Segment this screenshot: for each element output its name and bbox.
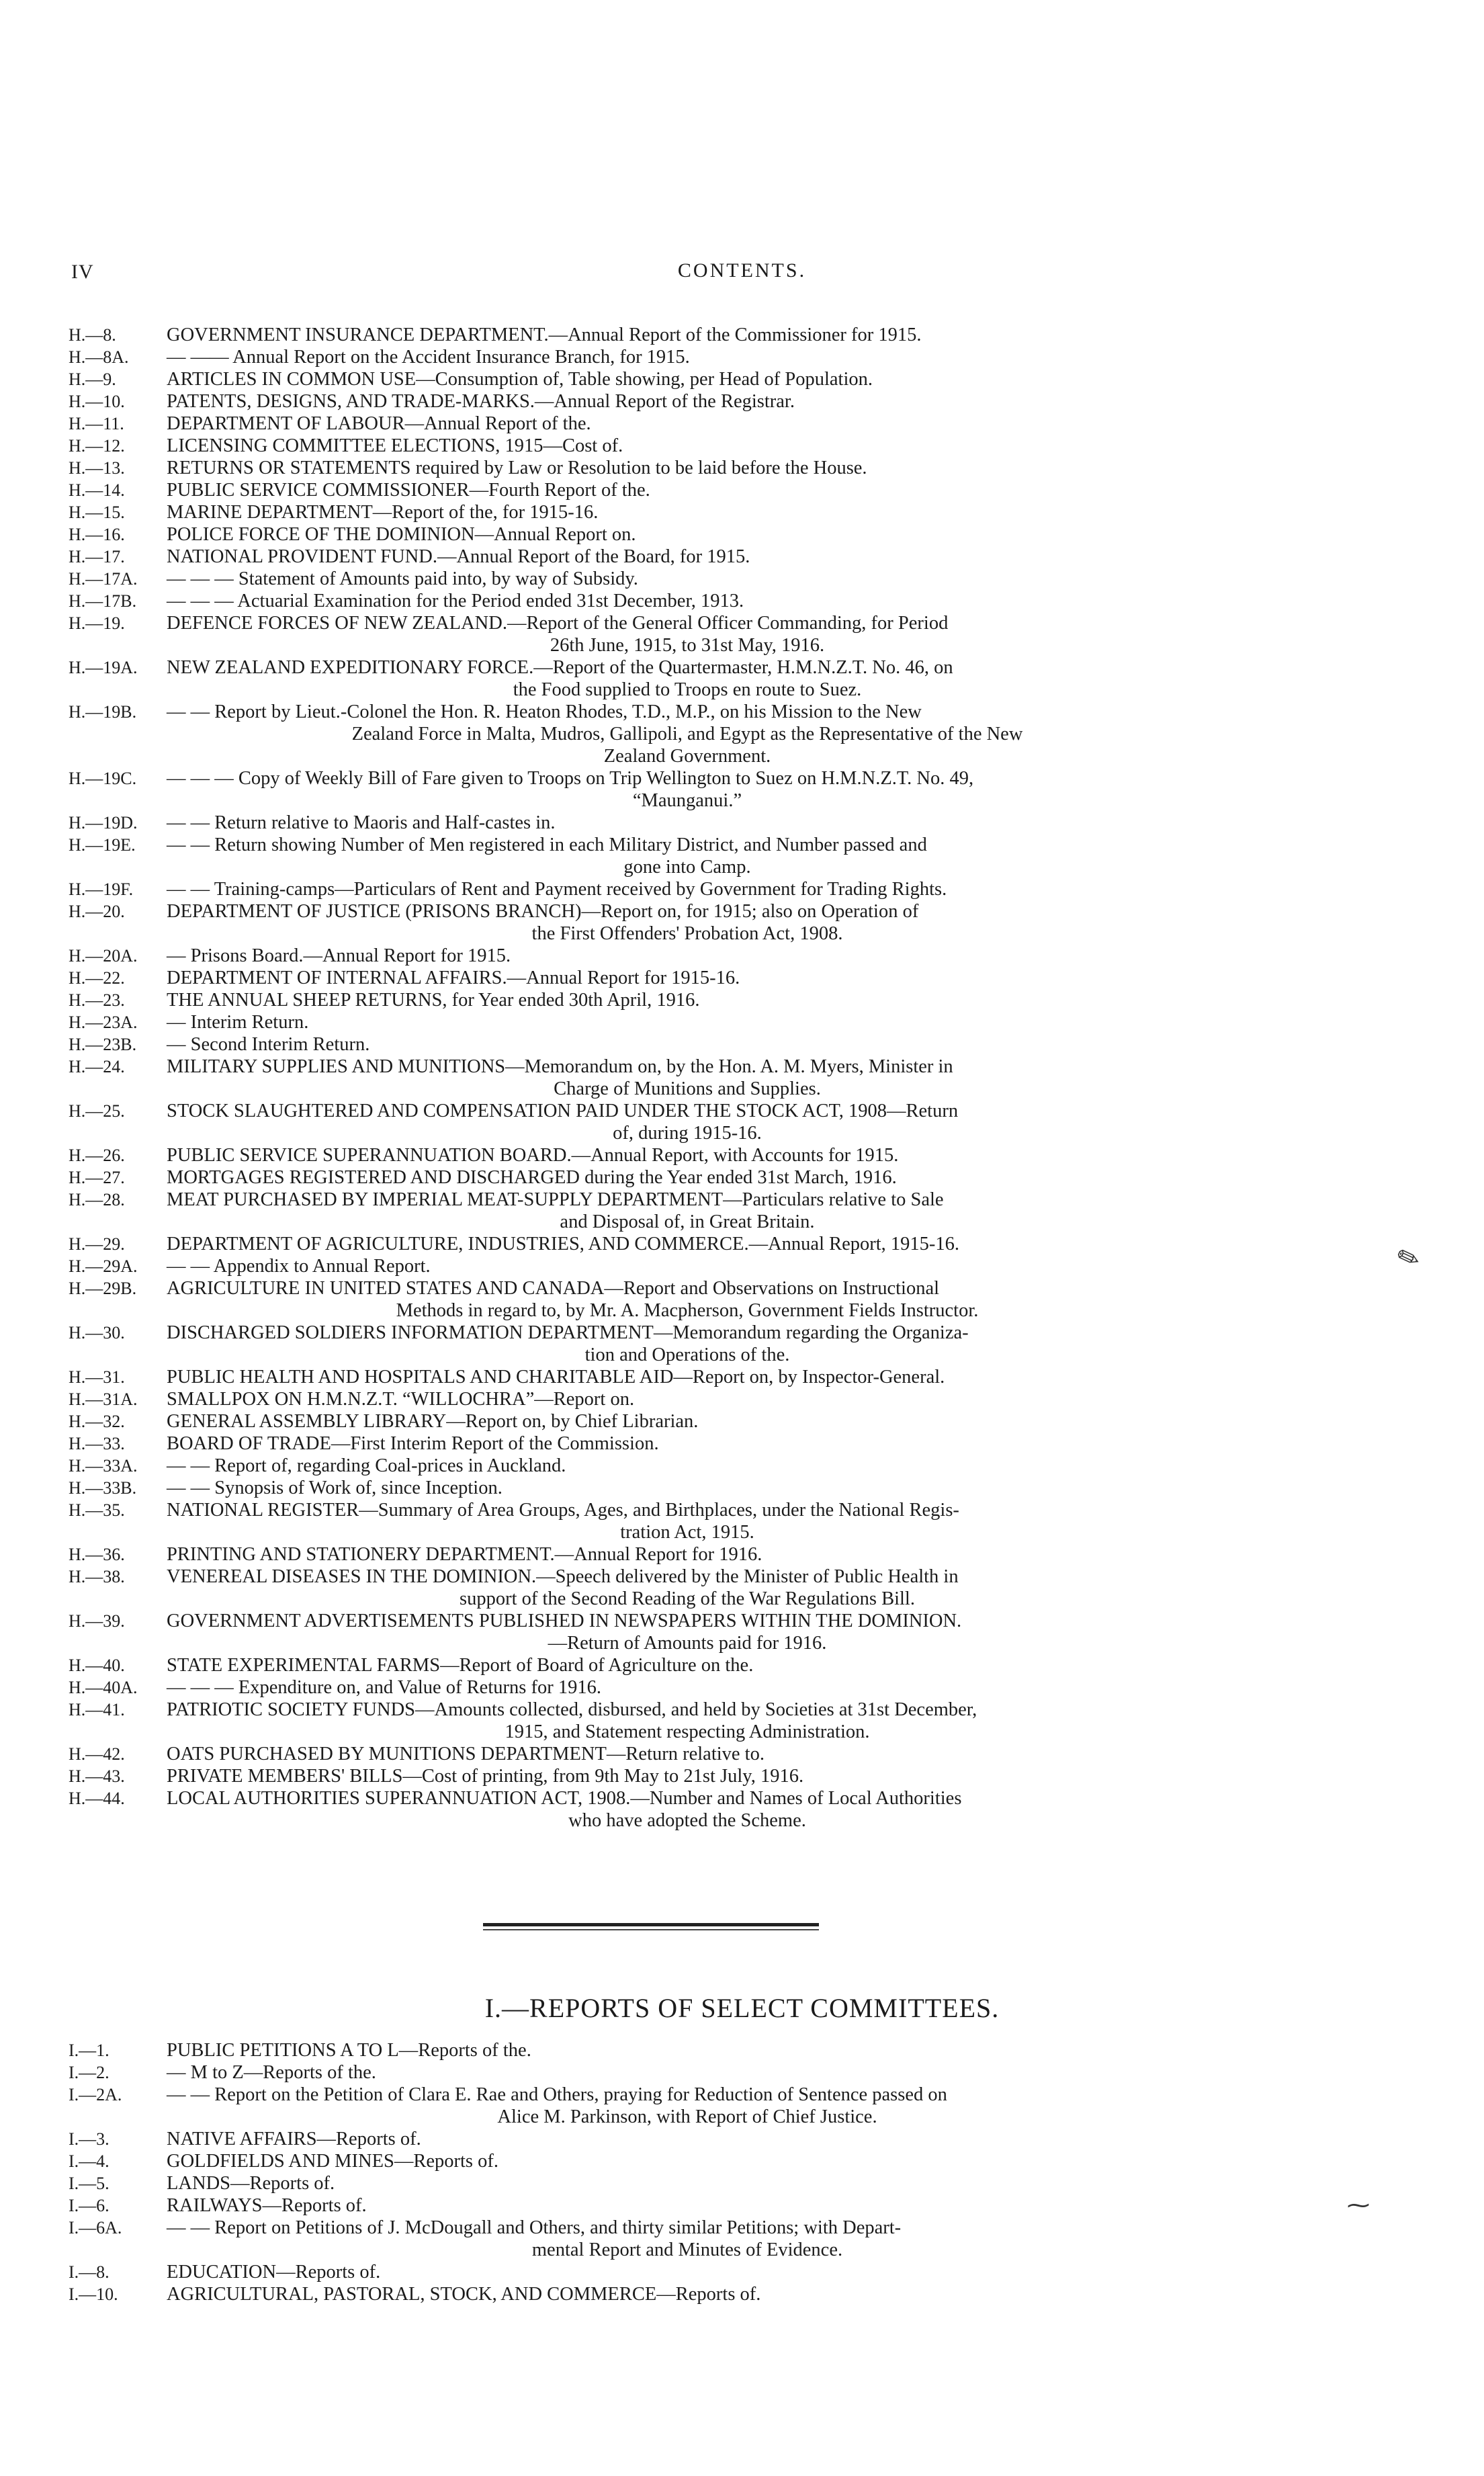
entry-text [167, 324, 1228, 346]
paper-code: H.—30. [69, 1323, 125, 1342]
entry-text [167, 1610, 1228, 1654]
entry-text [167, 1056, 1228, 1100]
entry-text [167, 1787, 1228, 1832]
paper-code: H.—29A. [69, 1256, 138, 1276]
entry-text [167, 2039, 1228, 2061]
section-divider [483, 1923, 819, 1926]
contents-entry [0, 523, 1484, 546]
entry-title: — — Return relative to Maoris and Half-castes in. [167, 812, 556, 833]
contents-entry [0, 1499, 1484, 1543]
paper-code: H.—14. [69, 480, 125, 500]
contents-entry [0, 1566, 1484, 1610]
paper-code: I.—3. [69, 2129, 110, 2149]
entry-text [167, 1654, 1228, 1676]
entry-text [167, 546, 1228, 568]
contents-entry [0, 1654, 1484, 1676]
entry-title: DEPARTMENT OF AGRICULTURE, INDUSTRIES, AND COMMERCE.—Annual Report, 1915-16. [167, 1234, 960, 1254]
entry-title: — — — Expenditure on, and Value of Returns for 1916. [167, 1677, 601, 1698]
paper-code: H.—44. [69, 1789, 125, 1808]
paper-code: H.—19E. [69, 835, 136, 855]
entry-title: PUBLIC SERVICE COMMISSIONER—Fourth Report of the. [167, 480, 650, 501]
entry-title: NATIVE AFFAIRS—Reports of. [167, 2129, 421, 2149]
entry-continuation: Methods in regard to, by Mr. A. Macpherson, Government Fields Instructor. [396, 1300, 979, 1321]
entry-title: — Second Interim Return. [167, 1034, 370, 1055]
entry-text [167, 1699, 1228, 1743]
entry-text [167, 2194, 1228, 2217]
entry-text [167, 1366, 1228, 1388]
contents-entry [0, 457, 1484, 479]
paper-code: H.—42. [69, 1744, 125, 1764]
entry-text [167, 1477, 1228, 1499]
entry-title: PRINTING AND STATIONERY DEPARTMENT.—Annual Report for 1916. [167, 1544, 762, 1565]
contents-entry [0, 812, 1484, 834]
entry-title: PUBLIC HEALTH AND HOSPITALS AND CHARITABLE AID—Report on, by Inspector-General. [167, 1367, 945, 1388]
entry-text [167, 2283, 1228, 2305]
entry-title: DEPARTMENT OF JUSTICE (PRISONS BRANCH)—Report on, for 1915; also on Operation of [167, 901, 919, 922]
paper-code: H.—20. [69, 902, 125, 921]
contents-entry [0, 1477, 1484, 1499]
entry-text [167, 501, 1228, 523]
contents-entry [0, 546, 1484, 568]
paper-code: H.—13. [69, 458, 125, 478]
entry-title: NATIONAL REGISTER—Summary of Area Groups, Ages, and Birthplaces, under the National Regis- [167, 1500, 959, 1521]
entry-title: RAILWAYS—Reports of. [167, 2195, 367, 2216]
entry-title: — — Report on Petitions of J. McDougall and Others, and thirty similar Petitions; with Depart- [167, 2217, 902, 2238]
entry-title: PUBLIC PETITIONS A TO L—Reports of the. [167, 2040, 531, 2061]
contents-entry [0, 1100, 1484, 1144]
entry-title: MEAT PURCHASED BY IMPERIAL MEAT-SUPPLY DEPARTMENT—Particulars relative to Sale [167, 1189, 944, 1210]
contents-entry [0, 568, 1484, 590]
entry-text [167, 812, 1228, 834]
entry-title: — — Report on the Petition of Clara E. Rae and Others, praying for Reduction of Sentence passed on [167, 2084, 947, 2105]
contents-entry [0, 1455, 1484, 1477]
entry-title: STATE EXPERIMENTAL FARMS—Report of Board of Agriculture on the. [167, 1655, 754, 1676]
entry-text [167, 834, 1228, 878]
paper-code: H.—12. [69, 436, 125, 456]
paper-code: H.—39. [69, 1611, 125, 1631]
entry-text [167, 1166, 1228, 1189]
contents-entry [0, 1233, 1484, 1255]
contents-entry [0, 1056, 1484, 1100]
entry-title: AGRICULTURAL, PASTORAL, STOCK, AND COMMERCE—Reports of. [167, 2284, 761, 2305]
entry-title: DEFENCE FORCES OF NEW ZEALAND.—Report of the General Officer Commanding, for Period [167, 613, 949, 634]
entry-continuation: gone into Camp. [623, 857, 751, 878]
entry-title: ARTICLES IN COMMON USE—Consumption of, Table showing, per Head of Population. [167, 369, 873, 390]
entry-text [167, 767, 1228, 812]
contents-entry [0, 1388, 1484, 1410]
contents-entry [0, 1322, 1484, 1366]
entry-title: PRIVATE MEMBERS' BILLS—Cost of printing, from 9th May to 21st July, 1916. [167, 1766, 804, 1787]
contents-entry [0, 1033, 1484, 1056]
paper-code: H.—23B. [69, 1035, 137, 1054]
entry-text [167, 1322, 1228, 1366]
paper-code: H.—19B. [69, 702, 137, 722]
entry-text [167, 878, 1228, 900]
entry-text [167, 656, 1228, 701]
section-heading: I.—REPORTS OF SELECT COMMITTEES. [484, 1993, 1000, 2023]
entry-text [167, 457, 1228, 479]
entry-title: NATIONAL PROVIDENT FUND.—Annual Report of the Board, for 1915. [167, 546, 750, 567]
entry-continuation: tration Act, 1915. [620, 1522, 754, 1543]
paper-code: H.—8A. [69, 347, 129, 367]
paper-code: H.—26. [69, 1146, 125, 1165]
entry-continuation: the Food supplied to Troops en route to Suez. [513, 679, 862, 700]
contents-entry [0, 1366, 1484, 1388]
entry-text [167, 1743, 1228, 1765]
entry-continuation: Alice M. Parkinson, with Report of Chief Justice. [497, 2106, 877, 2127]
paper-code: H.—31. [69, 1367, 125, 1387]
entry-title: GOLDFIELDS AND MINES—Reports of. [167, 2151, 498, 2172]
entry-title: PATRIOTIC SOCIETY FUNDS—Amounts collected, disbursed, and held by Societies at 31st December, [167, 1699, 977, 1720]
contents-entry [0, 413, 1484, 435]
paper-code: H.—19D. [69, 813, 138, 833]
entry-title: — —— Annual Report on the Accident Insurance Branch, for 1915. [167, 347, 690, 368]
entry-continuation: “Maunganui.” [632, 790, 742, 811]
contents-entry [0, 590, 1484, 612]
contents-entry [0, 368, 1484, 390]
i-series-contents-list [0, 2039, 1484, 2305]
entry-text [167, 1455, 1228, 1477]
entry-text [167, 1100, 1228, 1144]
entry-title: MILITARY SUPPLIES AND MUNITIONS—Memorandum on, by the Hon. A. M. Myers, Minister in [167, 1056, 953, 1077]
paper-code: H.—19F. [69, 880, 134, 899]
contents-entry [0, 2172, 1484, 2194]
entry-text [167, 2261, 1228, 2283]
entry-text [167, 2061, 1228, 2084]
entry-text [167, 1189, 1228, 1233]
entry-title: GENERAL ASSEMBLY LIBRARY—Report on, by Chief Librarian. [167, 1411, 699, 1432]
contents-entry [0, 1676, 1484, 1699]
entry-continuation: support of the Second Reading of the War Regulations Bill. [460, 1588, 915, 1609]
paper-code: I.—6. [69, 2196, 110, 2215]
entry-text [167, 701, 1228, 767]
entry-text [167, 390, 1228, 413]
entry-text [167, 1566, 1228, 1610]
contents-entry [0, 2283, 1484, 2305]
entry-title: DEPARTMENT OF INTERNAL AFFAIRS.—Annual Report for 1915-16. [167, 968, 740, 988]
entry-text [167, 1011, 1228, 1033]
contents-entry [0, 945, 1484, 967]
entry-text [167, 945, 1228, 967]
paper-code: H.—15. [69, 503, 125, 522]
paper-code: H.—9. [69, 370, 116, 389]
entry-title: DISCHARGED SOLDIERS INFORMATION DEPARTMENT—Memorandum regarding the Organiza- [167, 1322, 969, 1343]
paper-code: H.—29. [69, 1234, 125, 1254]
entry-continuation: the First Offenders' Probation Act, 1908. [531, 923, 843, 944]
page-number: IV [71, 261, 94, 283]
entry-title: DEPARTMENT OF LABOUR—Annual Report of the. [167, 413, 591, 434]
paper-code: I.—8. [69, 2262, 110, 2282]
entry-text [167, 1144, 1228, 1166]
ink-mark-icon: ✎ [1393, 1240, 1425, 1277]
paper-code: H.—19A. [69, 658, 138, 677]
paper-code: H.—19C. [69, 769, 137, 788]
contents-entry [0, 1277, 1484, 1322]
contents-entry [0, 2194, 1484, 2217]
paper-code: H.—10. [69, 392, 125, 411]
entry-continuation: Zealand Force in Malta, Mudros, Gallipoli, and Egypt as the Representative of the New [351, 724, 1023, 744]
entry-text [167, 590, 1228, 612]
entry-title: LICENSING COMMITTEE ELECTIONS, 1915—Cost of. [167, 435, 623, 456]
entry-title: AGRICULTURE IN UNITED STATES AND CANADA—Report and Observations on Instructional [167, 1278, 940, 1299]
paper-code: H.—23A. [69, 1013, 138, 1032]
entry-title: — — — Statement of Amounts paid into, by way of Subsidy. [167, 568, 638, 589]
paper-code: I.—10. [69, 2285, 118, 2304]
contents-entry [0, 612, 1484, 656]
contents-entry [0, 701, 1484, 767]
paper-code: H.—19. [69, 613, 125, 633]
entry-title: NEW ZEALAND EXPEDITIONARY FORCE.—Report of the Quartermaster, H.M.N.Z.T. No. 46, on [167, 657, 953, 678]
paper-code: H.—40. [69, 1656, 125, 1675]
entry-text [167, 1543, 1228, 1566]
contents-entry [0, 2061, 1484, 2084]
entry-title: GOVERNMENT INSURANCE DEPARTMENT.—Annual Report of the Commissioner for 1915. [167, 325, 922, 345]
contents-entry [0, 2039, 1484, 2061]
contents-entry [0, 2128, 1484, 2150]
entry-title: SMALLPOX ON H.M.N.Z.T. “WILLOCHRA”—Report on. [167, 1389, 635, 1410]
contents-entry [0, 900, 1484, 945]
paper-code: H.—11. [69, 414, 124, 433]
contents-entry [0, 2217, 1484, 2261]
entry-continuation: mental Report and Minutes of Evidence. [531, 2239, 843, 2260]
entry-title: PUBLIC SERVICE SUPERANNUATION BOARD.—Annual Report, with Accounts for 1915. [167, 1145, 899, 1166]
entry-title: — — Return showing Number of Men registered in each Military District, and Number passed and [167, 835, 927, 855]
entry-text [167, 1410, 1228, 1433]
paper-code: H.—23. [69, 990, 125, 1010]
paper-code: H.—20A. [69, 946, 138, 966]
contents-entry [0, 878, 1484, 900]
entry-text [167, 989, 1228, 1011]
paper-code: H.—8. [69, 325, 116, 345]
entry-title: — — Report of, regarding Coal-prices in Auckland. [167, 1455, 566, 1476]
entry-title: — Prisons Board.—Annual Report for 1915. [167, 945, 511, 966]
entry-title: — Interim Return. [167, 1012, 309, 1033]
entry-continuation: who have adopted the Scheme. [568, 1810, 806, 1831]
paper-code: H.—17. [69, 547, 125, 566]
entry-text [167, 413, 1228, 435]
paper-code: H.—33A. [69, 1456, 138, 1476]
entry-text [167, 523, 1228, 546]
entry-title: THE ANNUAL SHEEP RETURNS, for Year ended 30th April, 1916. [167, 990, 700, 1011]
contents-entry [0, 501, 1484, 523]
contents-entry [0, 656, 1484, 701]
paper-code: H.—31A. [69, 1390, 138, 1409]
contents-entry [0, 1699, 1484, 1743]
entry-title: — — Report by Lieut.-Colonel the Hon. R. Heaton Rhodes, T.D., M.P., on his Mission to the New [167, 701, 922, 722]
entry-text [167, 1233, 1228, 1255]
paper-code: H.—40A. [69, 1678, 138, 1697]
entry-text [167, 368, 1228, 390]
entry-title: MORTGAGES REGISTERED AND DISCHARGED during the Year ended 31st March, 1916. [167, 1167, 897, 1188]
entry-text [167, 2172, 1228, 2194]
paper-code: H.—28. [69, 1190, 125, 1209]
entry-continuation: —Return of Amounts paid for 1916. [548, 1633, 827, 1654]
paper-code: H.—41. [69, 1700, 125, 1719]
contents-entry [0, 1610, 1484, 1654]
contents-entry [0, 834, 1484, 878]
paper-code: H.—35. [69, 1500, 125, 1520]
contents-entry [0, 346, 1484, 368]
paper-code: I.—5. [69, 2174, 110, 2193]
paper-code: I.—4. [69, 2151, 110, 2171]
entry-text [167, 1499, 1228, 1543]
entry-text [167, 1676, 1228, 1699]
entry-text [167, 435, 1228, 457]
entry-title: VENEREAL DISEASES IN THE DOMINION.—Speech delivered by the Minister of Public Health in [167, 1566, 959, 1587]
entry-title: OATS PURCHASED BY MUNITIONS DEPARTMENT—Return relative to. [167, 1744, 765, 1764]
contents-entry [0, 2150, 1484, 2172]
entry-text [167, 612, 1228, 656]
paper-code: H.—22. [69, 968, 125, 988]
contents-entry [0, 1011, 1484, 1033]
entry-continuation: 26th June, 1915, to 31st May, 1916. [550, 635, 825, 656]
entry-continuation: and Disposal of, in Great Britain. [560, 1211, 815, 1232]
entry-text [167, 479, 1228, 501]
contents-entry [0, 479, 1484, 501]
contents-entry [0, 1433, 1484, 1455]
entry-text [167, 2150, 1228, 2172]
entry-text [167, 2084, 1228, 2128]
paper-code: H.—33. [69, 1434, 125, 1453]
ink-mark-icon: ⁓ [1347, 2192, 1370, 2219]
entry-text [167, 967, 1228, 989]
entry-title: EDUCATION—Reports of. [167, 2262, 381, 2282]
entry-title: — — Synopsis of Work of, since Inception. [167, 1478, 503, 1498]
paper-code: I.—2. [69, 2063, 110, 2082]
contents-entry [0, 390, 1484, 413]
entry-text [167, 1255, 1228, 1277]
contents-entry [0, 1787, 1484, 1832]
paper-code: H.—27. [69, 1168, 125, 1187]
entry-text [167, 1388, 1228, 1410]
entry-continuation: tion and Operations of the. [584, 1344, 790, 1365]
entry-text [167, 1033, 1228, 1056]
entry-continuation: of, during 1915-16. [613, 1123, 762, 1144]
contents-entry [0, 767, 1484, 812]
paper-code: H.—38. [69, 1567, 125, 1586]
entry-continuation: 1915, and Statement respecting Administration. [505, 1721, 870, 1742]
entry-title: LANDS—Reports of. [167, 2173, 335, 2194]
paper-code: I.—6A. [69, 2218, 122, 2237]
paper-code: H.—32. [69, 1412, 125, 1431]
page-title: CONTENTS. [677, 259, 807, 282]
entry-title: BOARD OF TRADE—First Interim Report of the Commission. [167, 1433, 659, 1454]
paper-code: H.—25. [69, 1101, 125, 1121]
contents-entry [0, 967, 1484, 989]
entry-title: RETURNS OR STATEMENTS required by Law or Resolution to be laid before the House. [167, 458, 867, 478]
entry-text [167, 2217, 1228, 2261]
entry-title: — — Appendix to Annual Report. [167, 1256, 431, 1277]
paper-code: H.—24. [69, 1057, 125, 1076]
entry-title: GOVERNMENT ADVERTISEMENTS PUBLISHED IN NEWSPAPERS WITHIN THE DOMINION. [167, 1611, 962, 1631]
paper-code: H.—43. [69, 1766, 125, 1786]
entry-title: PATENTS, DESIGNS, AND TRADE-MARKS.—Annual Report of the Registrar. [167, 391, 795, 412]
contents-entry [0, 989, 1484, 1011]
paper-code: H.—29B. [69, 1279, 137, 1298]
paper-code: I.—2A. [69, 2085, 122, 2104]
paper-code: I.—1. [69, 2041, 110, 2060]
contents-entry [0, 1189, 1484, 1233]
contents-entry [0, 324, 1484, 346]
contents-entry [0, 1765, 1484, 1787]
contents-entry [0, 1543, 1484, 1566]
paper-code: H.—33B. [69, 1478, 137, 1498]
entry-title: — — — Copy of Weekly Bill of Fare given to Troops on Trip Wellington to Suez on H.M.N.Z.T. No. 49, [167, 768, 974, 789]
entry-continuation: Charge of Munitions and Supplies. [554, 1078, 821, 1099]
paper-code: H.—36. [69, 1545, 125, 1564]
entry-title: POLICE FORCE OF THE DOMINION—Annual Report on. [167, 524, 636, 545]
entry-title: — M to Z—Reports of the. [167, 2062, 376, 2083]
entry-title: MARINE DEPARTMENT—Report of the, for 1915-16. [167, 502, 599, 523]
contents-entry [0, 1144, 1484, 1166]
entry-text [167, 568, 1228, 590]
contents-entry [0, 435, 1484, 457]
entry-title: — — Training-camps—Particulars of Rent and Payment received by Government for Trading Rights. [167, 879, 947, 900]
paper-code: H.—16. [69, 525, 125, 544]
contents-entry [0, 2084, 1484, 2128]
entry-text [167, 1765, 1228, 1787]
entry-continuation: Zealand Government. [603, 746, 771, 767]
paper-code: H.—17A. [69, 569, 138, 589]
entry-title: STOCK SLAUGHTERED AND COMPENSATION PAID UNDER THE STOCK ACT, 1908—Return [167, 1101, 959, 1121]
contents-entry [0, 1166, 1484, 1189]
paper-code: H.—17B. [69, 591, 137, 611]
contents-entry [0, 1255, 1484, 1277]
entry-text [167, 1277, 1228, 1322]
contents-entry [0, 2261, 1484, 2283]
entry-text [167, 346, 1228, 368]
contents-entry [0, 1743, 1484, 1765]
entry-text [167, 2128, 1228, 2150]
entry-title: — — — Actuarial Examination for the Period ended 31st December, 1913. [167, 591, 744, 611]
entry-text [167, 1433, 1228, 1455]
contents-entry [0, 1410, 1484, 1433]
h-series-contents-list [0, 324, 1484, 1832]
entry-text [167, 900, 1228, 945]
entry-title: LOCAL AUTHORITIES SUPERANNUATION ACT, 1908.—Number and Names of Local Authorities [167, 1788, 962, 1809]
